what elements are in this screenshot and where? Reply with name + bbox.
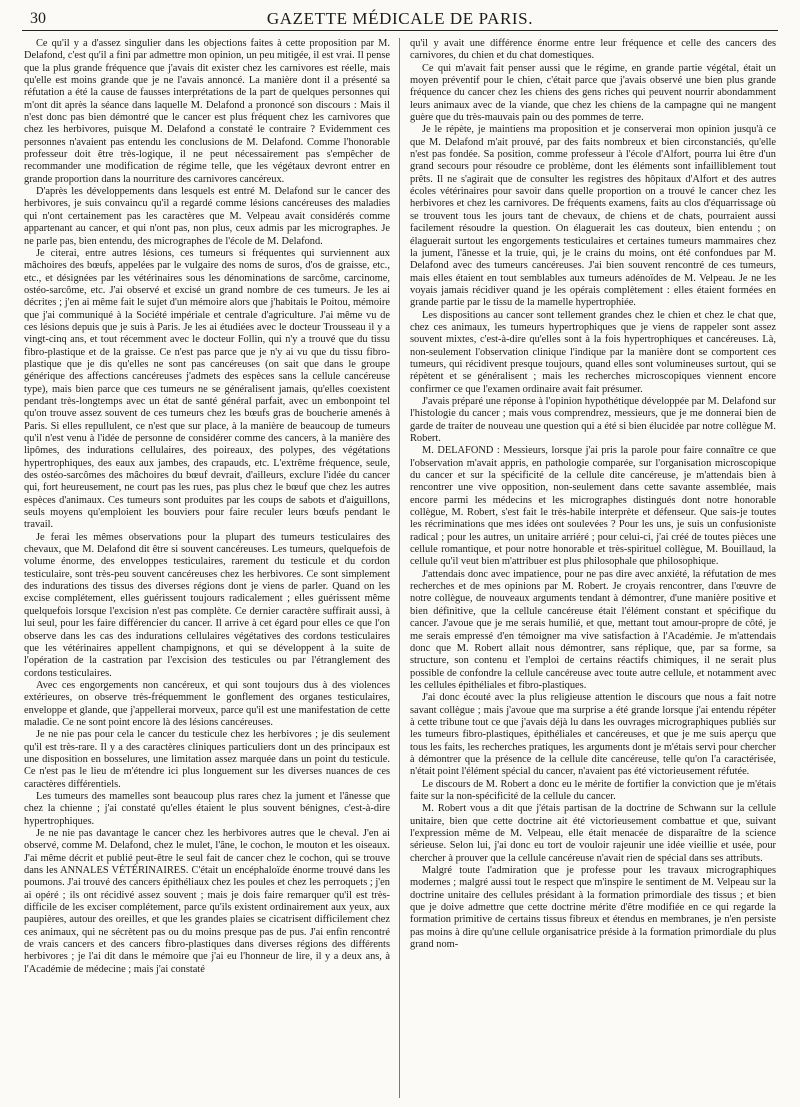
paragraph: Je ne nie pas pour cela le cancer du testicule chez les herbivores ; je dis seulement qu'il est très-rare. Il y a des caractères cliniques particuliers dont un des principaux est une disposition en bosselures, une limitation assez marquée dans un point du testicule. Ce n'est pas le lieu de m'étendre ici plus longuement sur les diverses nuances de ces caractères différentiels.: [24, 729, 390, 790]
page-number: 30: [30, 10, 46, 27]
column-divider: [399, 38, 400, 1098]
paragraph: J'ai donc écouté avec la plus religieuse attention le discours que nous a fait notre savant collègue ; mais j'avoue que ma surprise a été grande lorsque j'ai entendu répéter à cette tribune tout ce que j'avais déjà lu dans les ouvrages micrographiques publiés sur les tumeurs fibro-plastiques, épithéliales et cancéreuses, et que je me suis aperçu que tous les faits, les recherches pratiques, les arguments dont je m'étais servi pour chercher à démontrer que la présence de la cellule dite cancéreuse, telle qu'on l'a caractérisée, n'était point l'élément spécial du cancer, n'avaient pas été victorieusement réfutée.: [410, 692, 776, 778]
paragraph: Ce qui m'avait fait penser aussi que le régime, en grande partie végétal, était un moyen préventif pour le chien, c'était parce que j'avais observé une bien plus grande fréquence du cancer chez les chiens des gens riches qui peuvent nourrir abondamment leurs animaux avec de la viande, que chez les chiens de la campagne qui ne mangent guère que du très-mauvais pain ou des pommes de terre.: [410, 62, 776, 124]
paragraph: M. DELAFOND : Messieurs, lorsque j'ai pris la parole pour faire connaître ce que l'observation m'avait appris, en pathologie comparée, sur l'organisation microscopique du cancer et sur la spécificité de la cellule dite cancéreuse, je m'attendais bien à rencontrer une vive opposition, non-seulement dans cette savante assemblée, mais encore parmi les médecins et les micrographes distingués dont notre honorable collègue, M. Robert, s'est fait le très-habile interprète et défenseur. Que sais-je toutes les récriminations que mes idées ont soulevées ? Pour les uns, je suis un confusioniste radical ; pour les autres, un unitaire arriéré ; pour celui-ci, j'ai créé de toutes pièces une cellule romantique, et pour notre honorable et très-spirituel collègue, M. Bouillaud, la cellule qu'il veut bien m'attribuer est plus philosophale que philosophique.: [410, 445, 776, 568]
journal-title: GAZETTE MÉDICALE DE PARIS.: [266, 9, 534, 28]
paragraph: J'attendais donc avec impatience, pour ne pas dire avec anxiété, la réfutation de mes recherches et de mes opinions par M. Robert. Je croyais rencontrer, dans l'œuvre de notre collègue, de nouveaux arguments tendant à démontrer, d'une manière positive et bien définitive, que la cellule cancéreuse était l'élément constant et spécifique du cancer. J'avoue que je me serais humilié, et que, mettant tout amour-propre de côté, je me serais empressé d'en témoigner ma vive satisfaction à l'Académie. Je m'attendais donc que M. Robert allait nous démontrer, sans réplique, que, par sa forme, sa structure, son contenu et l'emploi de certains réactifs chimiques, il ne serait plus possible de confondre la cellule cancéreuse avec toute autre cellule, et notamment avec les cellules épithéliales et fibro-plastiques.: [410, 568, 776, 691]
paragraph: Malgré toute l'admiration que je professe pour les travaux micrographiques modernes ; malgré aussi tout le respect que m'inspire le sentiment de M. Velpeau sur la doctrine unitaire des cellules présidant à la formation primordiale des tissus ; et bien que je doive admettre que cette doctrine mérite d'être modifiée en ce qui regarde la formation primitive de certains tissus fibreux et étendus en membranes, je n'en persiste pas moins à dire qu'une cellule organisatrice préside à la formation primordiale du plus grand nom-: [410, 865, 776, 951]
paragraph: Je citerai, entre autres lésions, ces tumeurs si fréquentes qui surviennent aux mâchoires des bœufs, appelées par le vulgaire des noms de suros, d'os de graisse, etc., etc., et désignées par les vétérinaires sous les dénominations de sarcôme, carcinome, ostéo-sarcôme, etc. J'ai observé et excisé un grand nombre de ces tumeurs. Je les ai décrites ; j'en ai même fait le sujet d'un mémoire alors que j'habitais le Poitou, mémoire que j'ai communiqué à la Société impériale et centrale d'agriculture. J'ai même vu de ces lésions depuis que je suis à Paris. Je les ai étudiées avec le docteur Trousseau il y a vingt-cinq ans, et tout récemment avec le docteur Follin, qui n'y a trouvé que du tissu fibro-plastique et de la graisse. Ce n'est pas parce que je n'y ai vu que du tissu fibro-plastique que je dis qu'elles ne sont pas cancéreuses (on sait que dans le groupe générique des affections cancéreuses j'admets des espèces sans la cellule cancéreuse type), mais bien parce que ces tumeurs ne se généralisent jamais, qu'elles coexistent pendant très-longtemps avec un état de santé général parfait, avec un embonpoint tel qu'on trouve assez souvent de ces tumeurs chez les bœufs gras de boucherie amenés à Paris. Si elles repullulent, ce n'est que sur place, à la manière de beaucoup de tumeurs qu'il n'est venu à l'idée de personne de considérer comme des cancers, à la manière des lipômes, des indurations cellulaires, des poireaux, des polypes, des végétations hypertrophiques, des eaux aux jambes, des crapauds, etc. L'extrême fréquence, seule, des ostéo-sarcômes des mâchoires du bœuf devrait, d'ailleurs, exclure l'idée du cancer qui, fort heureusement, ne court pas les rues, pas plus chez le bœuf que chez les autres espèces d'animaux. Ces tumeurs sont produites par les coups de sabots et d'aiguillons, seuls moyens qu'emploient les bouviers pour faire reculer leurs bœufs pendant le travail.: [24, 247, 390, 531]
paragraph: Les dispositions au cancer sont tellement grandes chez le chien et chez le chat que, chez ces animaux, les tumeurs hypertrophiques que je viens de rappeler sont assez souvent mixtes, c'est-à-dire qu'elles sont à la fois hypertrophiques et cancéreuses. Là, non-seulement l'observation clinique l'indique par la manière dont se comportent ces tumeurs, qui récidivent presque toujours, quand elles sont volumineuses surtout, qui se répètent et se généralisent ; mais les recherches microscopiques viennent encore confirmer ce que l'examen ordinaire avait fait présumer.: [410, 309, 776, 395]
paragraph: D'après les développements dans lesquels est entré M. Delafond sur le cancer des herbivores, je suis convaincu qu'il a regardé comme lésions cancéreuses des maladies qui n'ont certainement pas les caractères que M. Velpeau avait considérés comme appartenant au cancer, et qui n'ont pas, non plus, ceux admis par les micrographes. Je ne parle pas, bien entendu, des micrographes de l'école de M. Delafond.: [24, 186, 390, 247]
left-column: [24, 38, 390, 1098]
paragraph: qu'il y avait une différence énorme entre leur fréquence et celle des cancers des carnivores, du chien et du chat domestiques.: [410, 38, 776, 62]
page-header: [22, 8, 778, 31]
paragraph: Je ne nie pas davantage le cancer chez les herbivores autres que le cheval. J'en ai observé, comme M. Delafond, chez le mulet, l'âne, le cochon, le mouton et les oiseaux. J'ai même décrit et publié peut-être le seul fait de cancer chez le cochon, qui se trouve dans les ANNALES VÉTÉRINAIRES. C'était un encéphaloïde énorme trouvé dans les poumons. J'ai trouvé des cancers épithéliaux chez les poules et chez les perroquets ; j'en ai opéré ; ils ont récidivé assez souvent ; mais je dois faire remarquer qu'il est très-difficile de les exciser complétement, parce qu'ils existent ordinairement aux yeux, aux paupières, autour des oreilles, et que les grandes plaies se cicatrisent difficilement chez ces animaux, qui ne sécrètent pas ou du moins presque pas de pus. J'ai enfin rencontré de vrais cancers et des cancers fibro-plastiques dans diverses régions des différents herbivores ; je l'ai dit dans le mémoire que j'ai eu l'honneur de lire, il y a deux ans, à l'Académie de médecine ; mais j'ai constaté: [24, 828, 390, 975]
paragraph: Je le répète, je maintiens ma proposition et je conserverai mon opinion jusqu'à ce que M. Delafond m'ait prouvé, par des faits nombreux et bien circonstanciés, qu'elle n'est pas fondée. Sa position, comme professeur à l'école d'Alfort, pourra lui être d'un grand secours pour résoudre ce problème, dont les éléments sont infailliblement tout prêts. Il ne s'agirait que de consulter les registres des hôpitaux d'Alfort et des autres écoles vétérinaires pour savoir dans quelle proportion on a trouvé le cancer chez les herbivores et chez les carnivores. De fréquents examens, faits au clos d'équarrissage où se trouvent tous les jours tant de chevaux, de chiens et de chats, pourraient aussi facilement résoudre la question. On élaguerait les cas douteux, bien entendu ; on élaguerait surtout les engorgements testiculaires et certaines tumeurs mammaires chez la jument, l'ânesse et la truie, qui, je le crains du moins, ont été confondues par M. Delafond avec des tumeurs cancéreuses. J'ai bien souvent rencontré de ces tumeurs, mais elles étaient en tout semblables aux tumeurs adénoïdes de M. Velpeau. Je ne les voyais jamais récidiver quand je les opérais complètement : elles étaient formées en grande partie par le tissu de la mamelle hypertrophiée.: [410, 124, 776, 309]
paragraph: Je ferai les mêmes observations pour la plupart des tumeurs testiculaires des chevaux, que M. Delafond dit être si souvent cancéreuses. Les tumeurs, quelquefois de volume énorme, des enveloppes testiculaires, rarement du testicule et du cordon testiculaire, sont très-peu souvent cancéreuses chez les herbivores. Ce sont simplement des indurations des tissus des diverses régions dont je viens de parler. Quand on les excise complétement, elles guérissent toujours radicalement ; elles guérissent même quelquefois lorsque l'excision n'est pas complète. Ce dernier caractère suffirait aussi, à lui seul, pour les faire différencier du cancer. Il arrive à cet égard pour elles ce que l'on observe dans les cas des indurations cellulaires végétatives des cordons testiculaires que les vétérinaires appellent champignons, et qui se développent à la suite de l'opération de la castration par l'excision des testicules ou par l'étranglement des cordons testiculaires.: [24, 531, 390, 679]
paragraph: M. Robert vous a dit que j'étais partisan de la doctrine de Schwann sur la cellule unitaire, bien que cette doctrine ait été victorieusement combattue et que, suivant l'expression même de M. Velpeau, elle était menacée de disparaître de la science sérieuse. Selon lui, j'ai donc eu tort de vouloir rajeunir une idée vieillie et usée, pour chercher à prouver que la cellule cancéreuse n'avait rien de spécial dans ses attributs.: [410, 803, 776, 864]
paragraph: J'avais préparé une réponse à l'opinion hypothétique développée par M. Delafond sur l'histologie du cancer ; mais vous comprendrez, messieurs, que je me donnerai bien de garde de traiter de nouveau une question qui a été si bien élucidée par notre collègue M. Robert.: [410, 395, 776, 444]
paragraph: Avec ces engorgements non cancéreux, et qui sont toujours dus à des violences extérieures, on observe très-fréquemment le gonflement des organes testiculaires, enveloppe et glande, que j'appellerai morveux, parce qu'il est une manifestation de cette maladie. Ce ne sont point encore là des lésions cancéreuses.: [24, 679, 390, 728]
paragraph: Les tumeurs des mamelles sont beaucoup plus rares chez la jument et l'ânesse que chez la chienne ; j'ai constaté qu'elles étaient le plus souvent bénignes, c'est-à-dire hypertrophiques.: [24, 790, 390, 827]
paragraph: Le discours de M. Robert a donc eu le mérite de fortifier la conviction que je m'étais faite sur la non-spécificité de la cellule du cancer.: [410, 778, 776, 802]
right-column: [410, 38, 776, 1098]
text-columns: [24, 38, 776, 1098]
paragraph: Ce qu'il y a d'assez singulier dans les objections faites à cette proposition par M. Delafond, c'est qu'il a fini par admettre mon opinion, un peu mitigée, il est vrai. Il pense que la plus grande fréquence que j'avais dit exister chez les carnivores est réelle, mais qu'elle est moins grande que je ne l'avais annoncé. La manière dont il a présenté sa réfutation a été la cause de fausses interprétations de la part de quelques personnes qui m'ont dit après la séance dans laquelle M. Delafond a prononcé son discours : Mais il n'est donc pas bien démontré que le cancer est plus fréquent chez les carnivores que chez les herbivores, puisque M. Delafond a constaté le contraire ? Evidemment ces personnes n'avaient pas entendu les conclusions de M. Delafond. Comme l'honorable professeur doit être très-logique, il ne peut nécessairement pas s'empêcher de recommander une modification de régime telle, que les végétaux devront entrer en grande proportion dans la nourriture des carnivores cancéreux.: [24, 38, 390, 185]
